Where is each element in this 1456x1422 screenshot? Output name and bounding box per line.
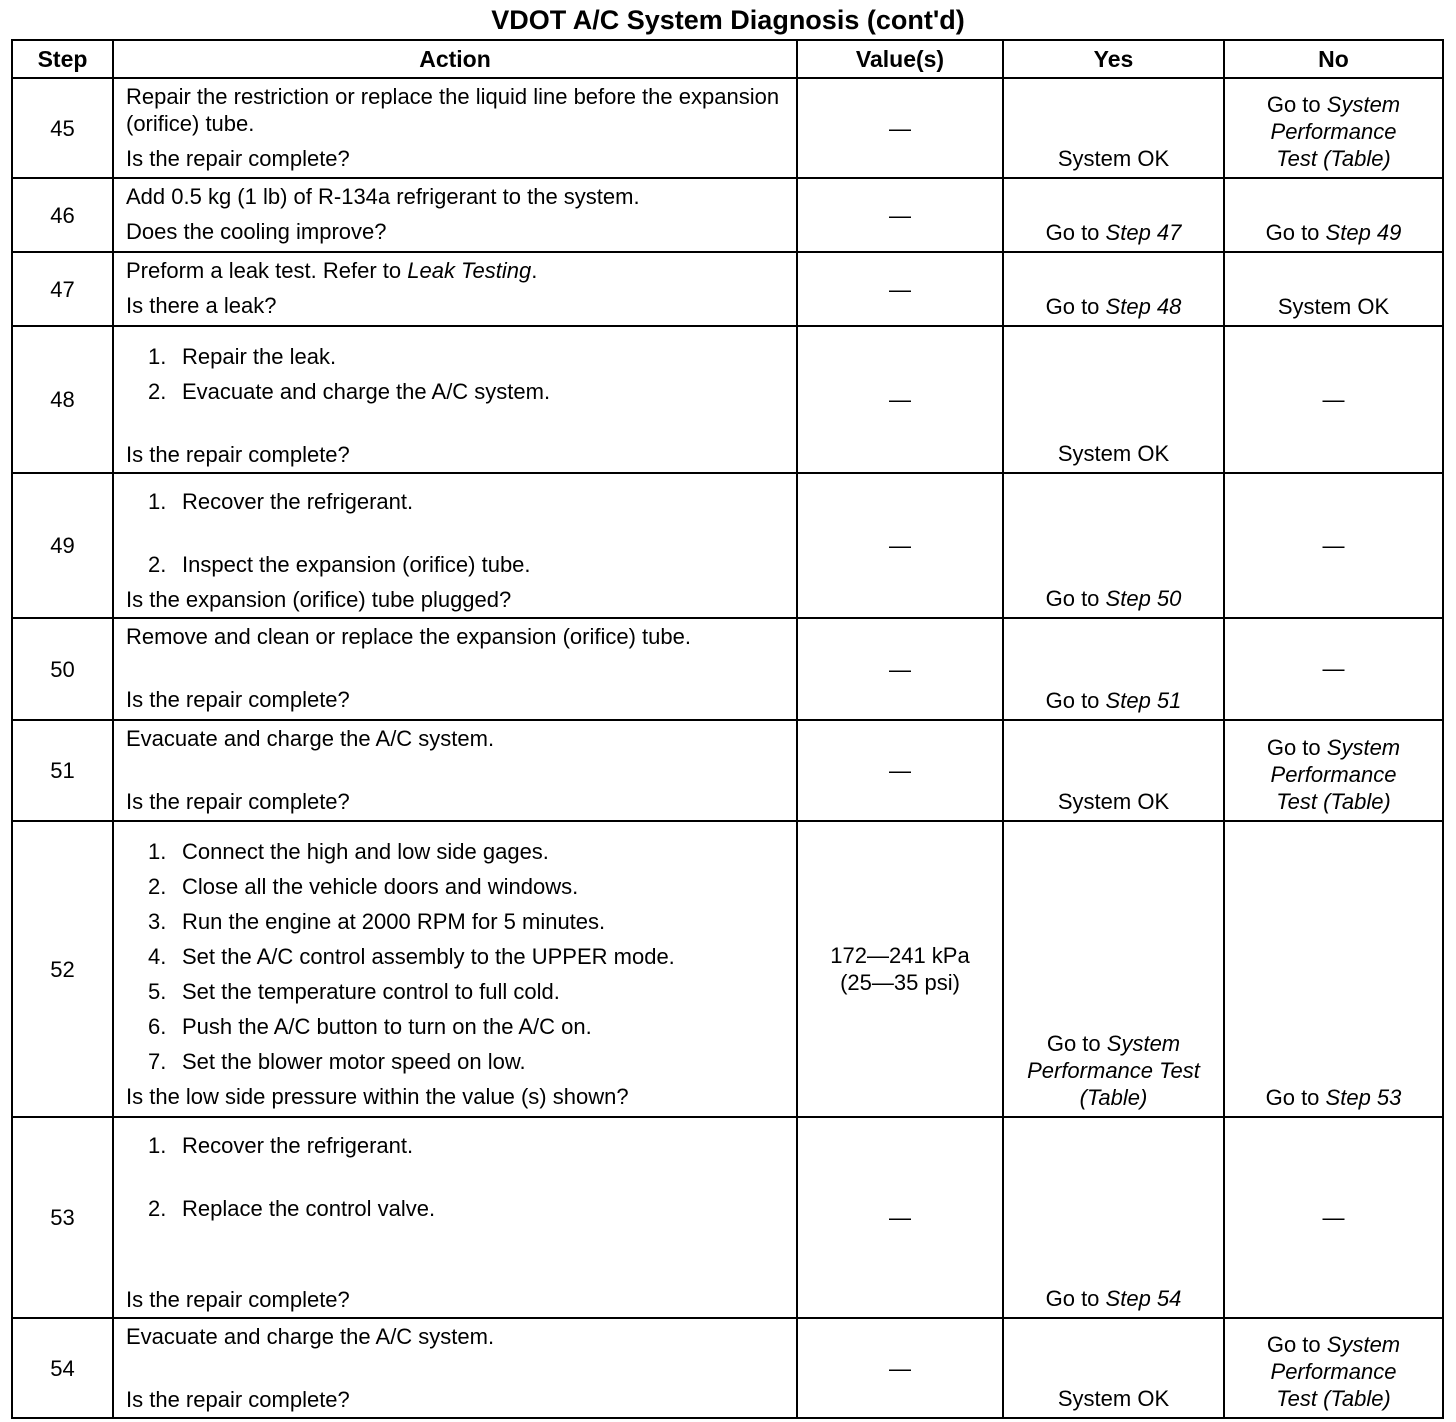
no-cell: [1224, 78, 1443, 178]
list-number: 2.: [148, 552, 167, 577]
goto-text: Go to: [1266, 92, 1321, 117]
step-number: 50: [12, 618, 113, 720]
list-item: [126, 343, 788, 370]
list-item: [126, 1048, 788, 1075]
list-number: 6.: [148, 1014, 167, 1039]
list-number: 4.: [148, 944, 167, 969]
list-number: 3.: [148, 909, 167, 934]
goto-text: Go to: [1046, 1031, 1101, 1056]
action-list: [126, 488, 788, 578]
no-cell: [1224, 821, 1443, 1117]
action-cell: [113, 618, 797, 720]
action-list: [126, 343, 788, 405]
ref-performance: Performance: [1270, 1359, 1397, 1384]
yes-cell: System OK: [1003, 1318, 1224, 1418]
goto-text: Go to: [1265, 220, 1320, 245]
step-ref: Step 49: [1325, 220, 1402, 245]
step-ref: Step 47: [1105, 220, 1182, 245]
list-text: Run the engine at 2000 RPM for 5 minutes.: [182, 909, 606, 934]
list-number: 1.: [148, 1133, 167, 1158]
yes-cell: [1003, 1117, 1224, 1318]
no-cell: System OK: [1224, 252, 1443, 326]
yes-cell: [1003, 473, 1224, 618]
table-row-step-52: [12, 821, 1443, 1117]
header-yes: Yes: [1003, 40, 1224, 78]
list-number: 5.: [148, 979, 167, 1004]
list-text: Inspect the expansion (orifice) tube.: [182, 552, 531, 577]
step-number: 51: [12, 720, 113, 821]
action-text-lead: Preform a leak test. Refer to: [126, 258, 402, 283]
table-row-step-51: [12, 720, 1443, 821]
action-list: [126, 838, 788, 1075]
list-text: Set the A/C control assembly to the UPPER mode.: [182, 944, 675, 969]
action-cell: [113, 78, 797, 178]
list-number: 1.: [148, 839, 167, 864]
ref-system: System: [1326, 1332, 1401, 1357]
ref-test-table: Test (Table): [1276, 1386, 1391, 1411]
table-row-step-45: [12, 78, 1443, 178]
ref-performance: Performance: [1270, 119, 1397, 144]
list-text: Repair the leak.: [182, 344, 337, 369]
value-cell: —: [797, 1117, 1003, 1318]
action-cell: [113, 252, 797, 326]
list-text: Connect the high and low side gages.: [182, 839, 549, 864]
yes-cell: System OK: [1003, 326, 1224, 473]
action-text: Add 0.5 kg (1 lb) of R-134a refrigerant to the system.: [126, 184, 640, 209]
action-text: Repair the restriction or replace the liquid line before the expansion (orifice) tube.: [126, 84, 780, 136]
step-number: 46: [12, 178, 113, 252]
value-cell: —: [797, 326, 1003, 473]
action-question: Is there a leak?: [126, 293, 277, 318]
yes-cell: [1003, 821, 1224, 1117]
step-number: 48: [12, 326, 113, 473]
step-number: 47: [12, 252, 113, 326]
step-number: 45: [12, 78, 113, 178]
list-text: Replace the control valve.: [182, 1196, 436, 1221]
table-row-step-46: [12, 178, 1443, 252]
list-text: Evacuate and charge the A/C system.: [182, 379, 551, 404]
action-question: Is the repair complete?: [126, 687, 350, 712]
value-psi: (25—35 psi): [840, 970, 960, 995]
action-cell: [113, 720, 797, 821]
value-cell: —: [797, 1318, 1003, 1418]
no-cell: [1224, 1318, 1443, 1418]
list-item: [126, 943, 788, 970]
step-number: 54: [12, 1318, 113, 1418]
value-cell: —: [797, 720, 1003, 821]
step-ref: Step 53: [1325, 1085, 1402, 1110]
ref-system: System: [1106, 1031, 1181, 1056]
action-cell: [113, 1318, 797, 1418]
ref-table: (Table): [1079, 1085, 1148, 1110]
list-item: [126, 873, 788, 900]
table-header-row: [12, 40, 1443, 78]
step-ref: Step 51: [1105, 688, 1182, 713]
yes-cell: System OK: [1003, 720, 1224, 821]
action-question: Is the repair complete?: [126, 789, 350, 814]
no-cell: [1224, 178, 1443, 252]
list-item: [126, 838, 788, 865]
goto-text: Go to: [1265, 1085, 1320, 1110]
action-text: Evacuate and charge the A/C system.: [126, 1324, 495, 1349]
value-cell: —: [797, 78, 1003, 178]
no-cell: —: [1224, 618, 1443, 720]
list-number: 2.: [148, 1196, 167, 1221]
list-text: Recover the refrigerant.: [182, 1133, 414, 1158]
ref-system: System: [1326, 92, 1401, 117]
action-cell: [113, 178, 797, 252]
list-number: 7.: [148, 1049, 167, 1074]
table-row-step-54: [12, 1318, 1443, 1418]
goto-text: Go to: [1045, 1286, 1100, 1311]
page-title: VDOT A/C System Diagnosis (cont'd): [491, 5, 965, 35]
step-number: 52: [12, 821, 113, 1117]
yes-cell: [1003, 252, 1224, 326]
list-text: Set the temperature control to full cold.: [182, 979, 560, 1004]
list-text: Push the A/C button to turn on the A/C on.: [182, 1014, 592, 1039]
no-cell: [1224, 720, 1443, 821]
value-kpa: 172—241 kPa: [830, 943, 970, 968]
action-question: Is the repair complete?: [126, 146, 350, 171]
action-text: Evacuate and charge the A/C system.: [126, 726, 495, 751]
header-no: No: [1224, 40, 1443, 78]
action-cell: [113, 473, 797, 618]
header-values: Value(s): [797, 40, 1003, 78]
value-cell: —: [797, 473, 1003, 618]
value-cell: —: [797, 618, 1003, 720]
step-ref: Step 48: [1105, 294, 1182, 319]
table-row-step-50: [12, 618, 1443, 720]
value-cell: —: [797, 252, 1003, 326]
goto-text: Go to: [1045, 586, 1100, 611]
action-text: [126, 257, 788, 284]
ref-test-table: Test (Table): [1276, 789, 1391, 814]
table-row-step-53: [12, 1117, 1443, 1318]
list-number: 2.: [148, 379, 167, 404]
action-cell: [113, 1117, 797, 1318]
no-cell: —: [1224, 326, 1443, 473]
ref-performance-test: Performance Test: [1027, 1058, 1200, 1083]
action-cell: [113, 326, 797, 473]
value-cell: [797, 821, 1003, 1117]
step-number: 49: [12, 473, 113, 618]
goto-text: Go to: [1266, 735, 1321, 760]
list-number: 1.: [148, 344, 167, 369]
value-cell: —: [797, 178, 1003, 252]
list-item: [126, 488, 788, 515]
header-step: Step: [12, 40, 113, 78]
list-number: 1.: [148, 489, 167, 514]
header-action: Action: [113, 40, 797, 78]
list-item: [126, 978, 788, 1005]
action-question: Is the repair complete?: [126, 1287, 350, 1312]
action-question: Is the low side pressure within the value (s) shown?: [126, 1084, 629, 1109]
action-cell: [113, 821, 797, 1117]
no-cell: —: [1224, 473, 1443, 618]
goto-text: Go to: [1045, 220, 1100, 245]
table-row-step-47: [12, 252, 1443, 326]
step-number: 53: [12, 1117, 113, 1318]
yes-cell: [1003, 618, 1224, 720]
ref-performance: Performance: [1270, 762, 1397, 787]
list-item: [126, 908, 788, 935]
action-question: Is the repair complete?: [126, 442, 350, 467]
list-item: [126, 551, 788, 578]
action-text-end: .: [531, 258, 538, 283]
action-list: [126, 1132, 788, 1222]
ref-test-table: Test (Table): [1276, 146, 1391, 171]
goto-text: Go to: [1045, 688, 1100, 713]
ref-system: System: [1326, 735, 1401, 760]
action-question: Does the cooling improve?: [126, 219, 387, 244]
list-number: 2.: [148, 874, 167, 899]
yes-cell: System OK: [1003, 78, 1224, 178]
step-ref: Step 54: [1105, 1286, 1182, 1311]
diagnosis-table: [11, 39, 1444, 1419]
yes-cell: [1003, 178, 1224, 252]
list-item: [126, 1132, 788, 1159]
step-ref: Step 50: [1105, 586, 1182, 611]
goto-text: Go to: [1045, 294, 1100, 319]
list-item: [126, 1013, 788, 1040]
table-row-step-48: [12, 326, 1443, 473]
action-question: Is the expansion (orifice) tube plugged?: [126, 587, 512, 612]
action-question: Is the repair complete?: [126, 1387, 350, 1412]
action-text: Remove and clean or replace the expansion (orifice) tube.: [126, 624, 691, 649]
table-row-step-49: [12, 473, 1443, 618]
leak-testing-ref: Leak Testing: [407, 258, 532, 283]
no-cell: —: [1224, 1117, 1443, 1318]
list-text: Set the blower motor speed on low.: [182, 1049, 526, 1074]
list-item: [126, 378, 788, 405]
list-text: Close all the vehicle doors and windows.: [182, 874, 579, 899]
list-item: [126, 1195, 788, 1222]
goto-text: Go to: [1266, 1332, 1321, 1357]
list-text: Recover the refrigerant.: [182, 489, 414, 514]
